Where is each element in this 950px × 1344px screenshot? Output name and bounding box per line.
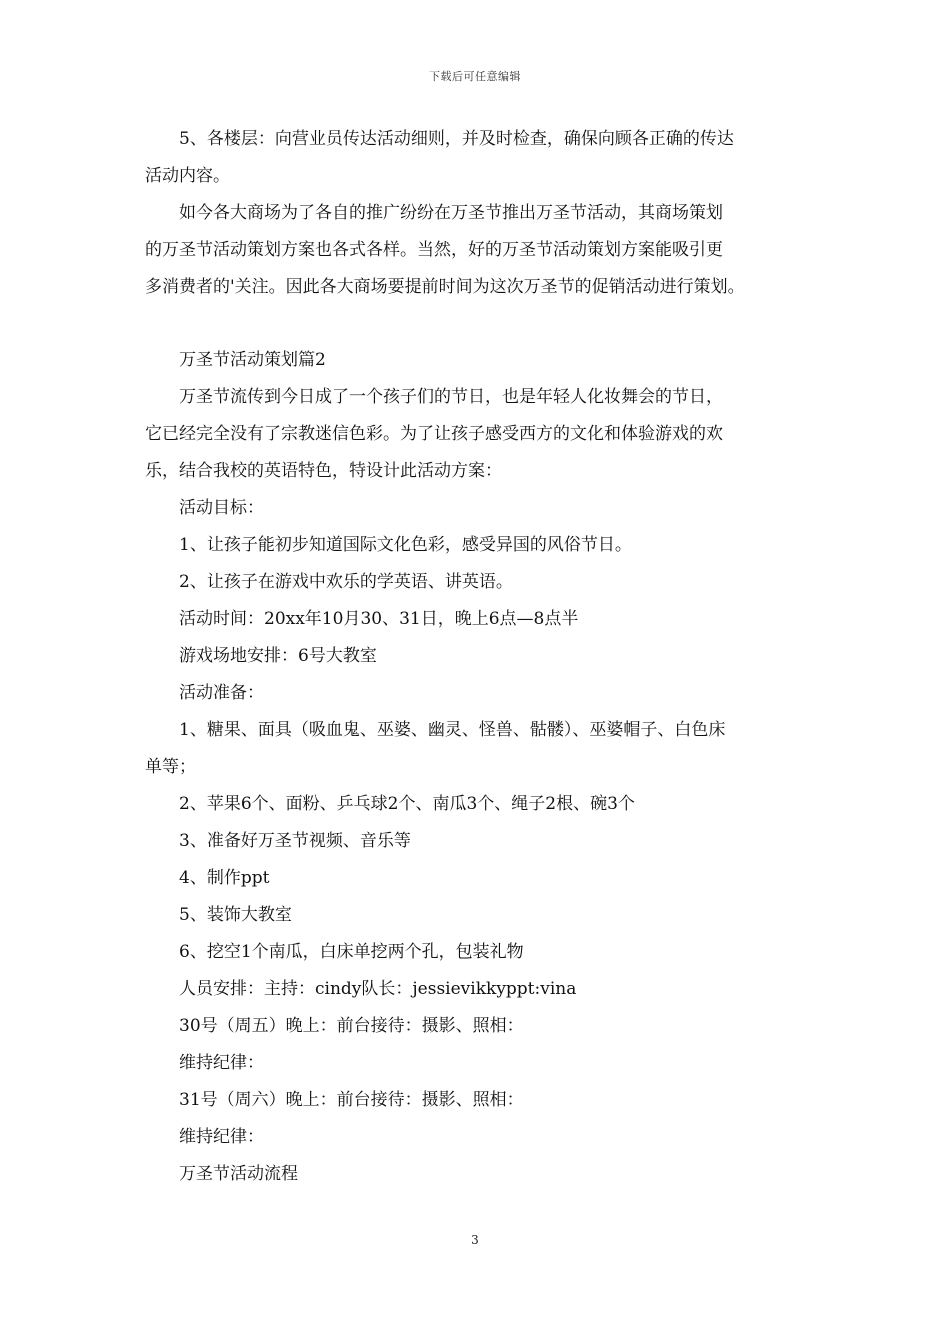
prep-heading: 活动准备： <box>179 683 264 703</box>
schedule-day31: 31号（周六）晚上：前台接待：摄影、照相： <box>179 1090 524 1110</box>
document-body <box>145 121 810 1193</box>
prep-item-3: 3、准备好万圣节视频、音乐等 <box>179 831 411 851</box>
page-header: 下载后可任意编辑 <box>429 70 521 83</box>
paragraph-floor-line1: 5、各楼层：向营业员传达活动细则，并及时检查，确保向顾各正确的传达 <box>179 129 734 149</box>
prep-item-2: 2、苹果6个、面粉、乒乓球2个、南瓜3个、绳子2根、碗3个 <box>179 794 635 814</box>
intro-line2: 它已经完全没有了宗教迷信色彩。为了让孩子感受西方的文化和体验游戏的欢 <box>145 424 723 444</box>
paragraph-floor-line2: 活动内容。 <box>145 166 230 186</box>
activity-time: 活动时间：20xx年10月30、31日，晚上6点—8点半 <box>179 609 579 629</box>
flow-heading: 万圣节活动流程 <box>179 1164 298 1184</box>
schedule-day30: 30号（周五）晚上：前台接待：摄影、照相： <box>179 1016 524 1036</box>
intro-line3: 乐，结合我校的英语特色，特设计此活动方案： <box>145 461 502 481</box>
section-gap <box>145 306 810 342</box>
prep-item-6: 6、挖空1个南瓜，白床单挖两个孔，包装礼物 <box>179 942 524 962</box>
discipline-day30: 维持纪律： <box>179 1053 264 1073</box>
page-number: 3 <box>471 1233 479 1247</box>
staff-arrangement: 人员安排：主持：cindy队长：jessievikkyppt:vina <box>179 979 577 999</box>
prep-item-5: 5、装饰大教室 <box>179 905 292 925</box>
discipline-day31: 维持纪律： <box>179 1127 264 1147</box>
paragraph-malls-line2: 的万圣节活动策划方案也各式各样。当然，好的万圣节活动策划方案能吸引更 <box>145 240 723 260</box>
intro-line1: 万圣节流传到今日成了一个孩子们的节日，也是年轻人化妆舞会的节日， <box>179 387 723 407</box>
prep-item-1-line2: 单等； <box>145 757 196 777</box>
section-title: 万圣节活动策划篇2 <box>179 350 326 370</box>
goal-heading: 活动目标： <box>179 498 264 518</box>
goal-item-1: 1、让孩子能初步知道国际文化色彩，感受异国的风俗节日。 <box>179 535 632 555</box>
prep-item-4: 4、制作ppt <box>179 868 270 888</box>
activity-venue: 游戏场地安排：6号大教室 <box>179 646 377 666</box>
paragraph-malls-line3: 多消费者的'关注。因此各大商场要提前时间为这次万圣节的促销活动进行策划。 <box>145 277 745 297</box>
goal-item-2: 2、让孩子在游戏中欢乐的学英语、讲英语。 <box>179 572 513 592</box>
paragraph-malls-line1: 如今各大商场为了各自的推广纷纷在万圣节推出万圣节活动，其商场策划 <box>179 203 723 223</box>
prep-item-1-line1: 1、糖果、面具（吸血鬼、巫婆、幽灵、怪兽、骷髅）、巫婆帽子、白色床 <box>179 720 726 740</box>
